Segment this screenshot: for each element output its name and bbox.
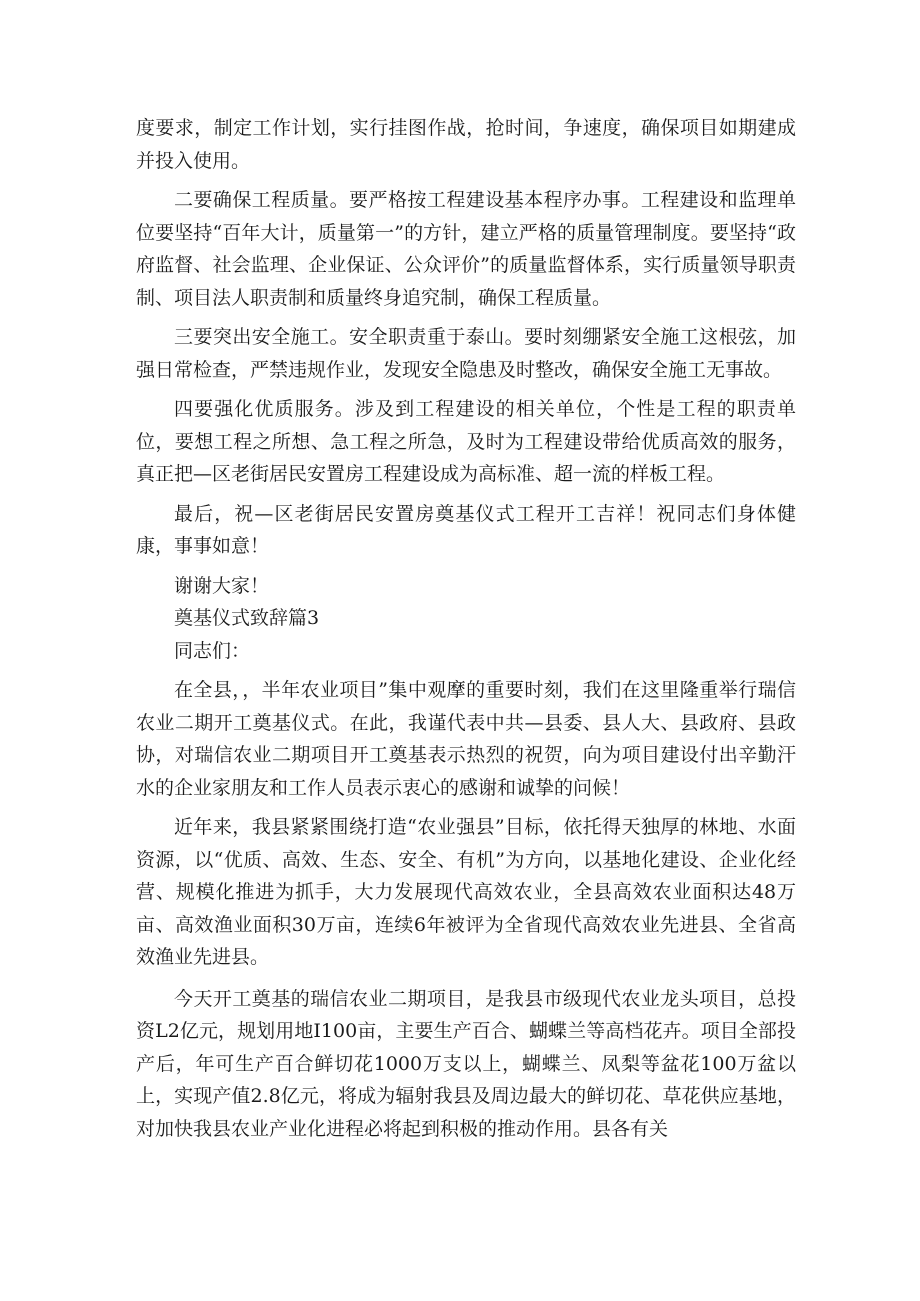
paragraph-1: 度要求，制定工作计划，实行挂图作战，抢时间，争速度，确保项目如期建成并投入使用。 (136, 117, 796, 172)
paragraph-4: 四要强化优质服务。涉及到工程建设的相关单位，个性是工程的职责单位，要想工程之所想、急工程之所急，及时为工程建设带给优质高效的服务，真正把—区老街居民安置房工程建设成为高标准、超一流的样板工程。 (136, 398, 796, 485)
paragraph-9: 今天开工奠基的瑞信农业二期项目，是我县市级现代农业龙头项目，总投资L2亿元，规划用地I100亩，主要生产百合、蝴蝶兰等高档花卉。项目全部投产后，年可生产百合鲜切花1000万支以上，蝴蝶兰、凤梨等盆花100万盆以上，实现产值2.8亿元，将成为辐射我县及周边最大的鲜切花、草花供应基地，对加快我县农业产业化进程必将起到积极的推动作用。县各有关 (136, 987, 796, 1140)
paragraph-2: 二要确保工程质量。要严格按工程建设基本程序办事。工程建设和监理单位要坚持“百年大计，质量第一”的方针，建立严格的质量管理制度。要坚持“政府监督、社会监理、企业保证、公众评价”的质量监督体系，实行质量领导职责制、项目法人职责制和质量终身追究制，确保工程质量。 (136, 189, 796, 309)
paragraph-8: 近年来，我县紧紧围绕打造“农业强县”目标，依托得天独厚的林地、水面资源，以“优质、高效、生态、安全、有机”为方向，以基地化建设、企业化经营、规模化推进为抓手，大力发展现代高效农业，全县高效农业面积达48万亩、高效渔业面积30万亩，连续6年被评为全省现代高效农业先进县、全省高效渔业先进县。 (136, 816, 796, 968)
salutation: 同志们： (174, 639, 251, 662)
section-heading: 奠基仪式致辞篇3 (174, 607, 320, 629)
paragraph-7: 在全县，，半年农业项目”集中观摩的重要时刻，我们在这里隆重举行瑞信农业二期开工奠基仪式。在此，我谨代表中共—县委、县人大、县政府、县政协，对瑞信农业二期项目开工奠基表示热烈的祝贺，向为项目建设付出辛勤汗水的企业家朋友和工作人员表示衷心的感谢和诚挚的问候！ (136, 679, 796, 799)
paragraph-6: 谢谢大家！ (174, 574, 270, 597)
paragraph-5: 最后，祝—区老街居民安置房奠基仪式工程开工吉祥！祝同志们身体健康，事事如意！ (136, 502, 796, 557)
document-body (136, 112, 796, 1145)
paragraph-3: 三要突出安全施工。安全职责重于泰山。要时刻绷紧安全施工这根弦，加强日常检查，严禁违规作业，发现安全隐患及时整改，确保安全施工无事故。 (136, 326, 796, 381)
